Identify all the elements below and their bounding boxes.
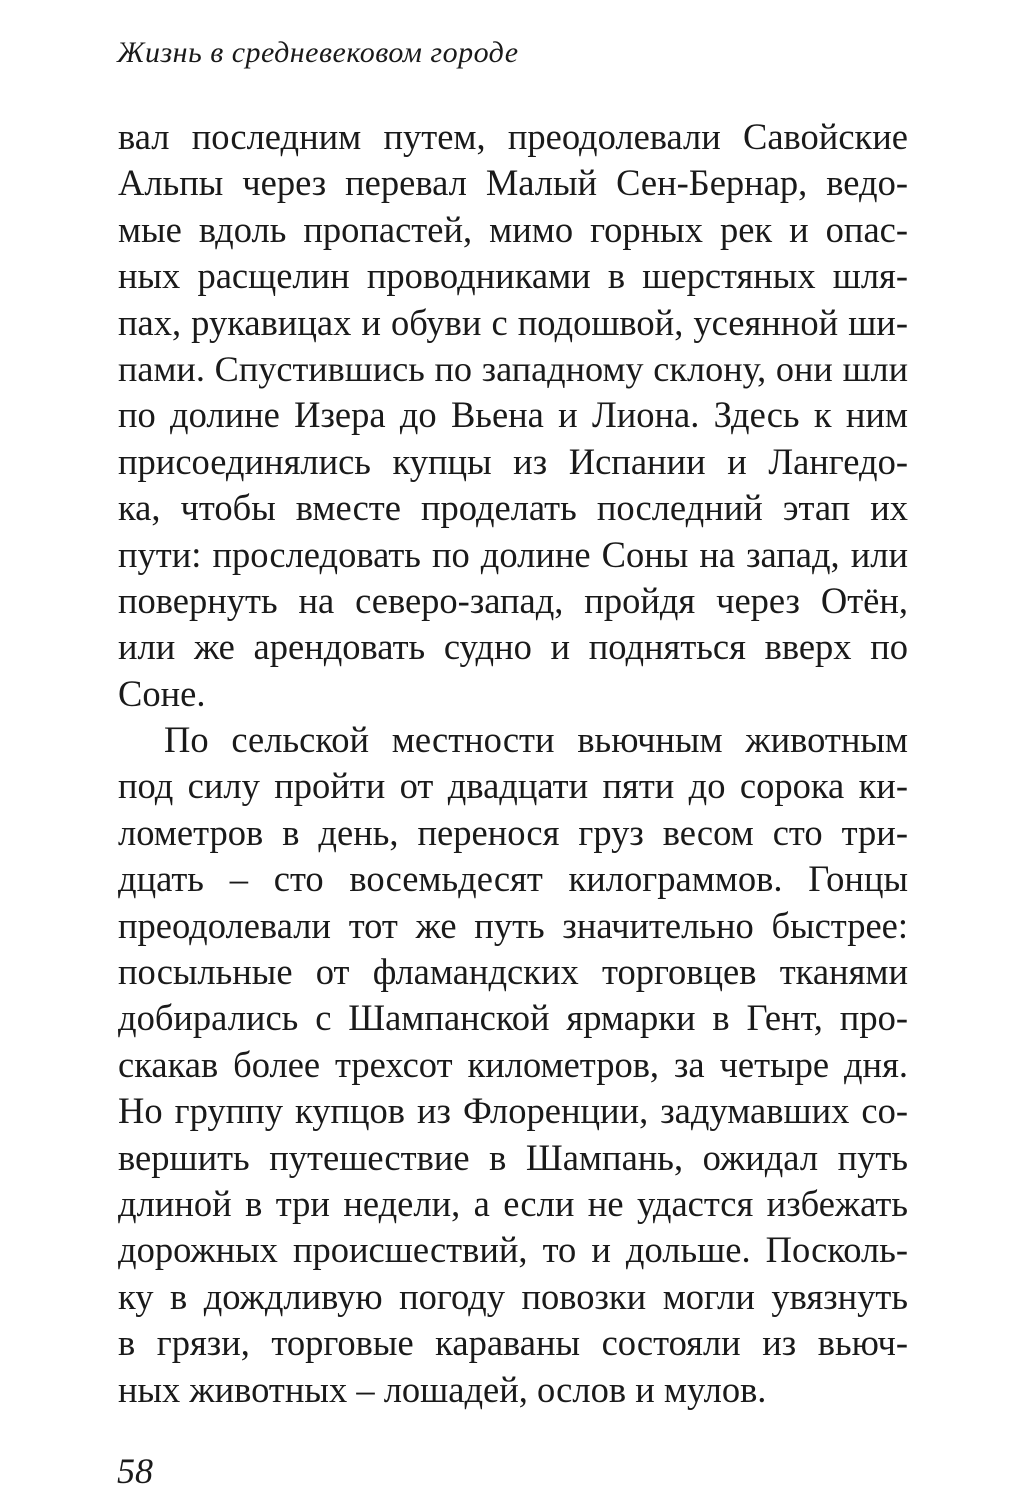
text-line: или же арендовать судно и подняться вверх по bbox=[118, 626, 908, 668]
text-line: вершить путешествие в Шампань, ожидал путь bbox=[118, 1136, 908, 1178]
text-line: дцать – сто восемьдесят килограммов. Гонцы bbox=[118, 858, 908, 900]
paragraph-2 bbox=[118, 717, 908, 1413]
text-line: ку в дождливую погоду повозки могли увязнуть bbox=[118, 1275, 908, 1317]
text-line: Но группу купцов из Флоренции, задумавших со- bbox=[118, 1090, 908, 1132]
page-number: 58 bbox=[117, 1451, 153, 1491]
body-text bbox=[118, 114, 908, 1413]
text-line: лометров в день, перенося груз весом сто три- bbox=[118, 811, 908, 853]
text-line: повернуть на северо-запад, пройдя через Отён, bbox=[118, 579, 908, 621]
text-line: по долине Изера до Вьена и Лиона. Здесь к ним bbox=[118, 394, 908, 436]
running-head: Жизнь в средневековом городе bbox=[117, 36, 519, 69]
text-line: преодолевали тот же путь значительно быстрее: bbox=[118, 904, 908, 946]
text-line: ных животных – лошадей, ослов и мулов. bbox=[118, 1368, 767, 1410]
text-line: посыльные от фламандских торговцев тканями bbox=[118, 951, 908, 993]
text-line: ка, чтобы вместе проделать последний этап их bbox=[118, 487, 908, 529]
text-line: под силу пройти от двадцати пяти до сорока ки- bbox=[118, 765, 908, 807]
text-line: пами. Спустившись по западному склону, они шли bbox=[118, 348, 908, 389]
text-line: присоединялись купцы из Испании и Лангедо- bbox=[118, 440, 908, 482]
text-line: Альпы через перевал Малый Сен-Бернар, ведо- bbox=[118, 162, 908, 204]
text-line: вал последним путем, преодолевали Савойские bbox=[118, 116, 908, 157]
text-line: скакав более трехсот километров, за четыре дня. bbox=[118, 1043, 908, 1085]
text-line: пути: проследовать по долине Соны на запад, или bbox=[118, 533, 908, 575]
text-line: дорожных происшествий, то и дольше. Посколь- bbox=[118, 1229, 908, 1271]
text-line: ных расщелин проводниками в шерстяных шля- bbox=[118, 255, 908, 297]
text-line: длиной в три недели, а если не удастся избежать bbox=[118, 1182, 908, 1224]
paragraph-1 bbox=[118, 114, 908, 717]
text-line: Соне. bbox=[118, 672, 206, 714]
text-line: мые вдоль пропастей, мимо горных рек и опас- bbox=[118, 208, 908, 250]
text-line: По сельской местности вьючным животным bbox=[164, 719, 908, 761]
text-line: в грязи, торговые караваны состояли из вьюч- bbox=[118, 1322, 908, 1364]
text-line: добирались с Шампанской ярмарки в Гент, про- bbox=[118, 997, 908, 1039]
text-line: пах, рукавицах и обуви с подошвой, усеянной ши- bbox=[118, 301, 908, 343]
